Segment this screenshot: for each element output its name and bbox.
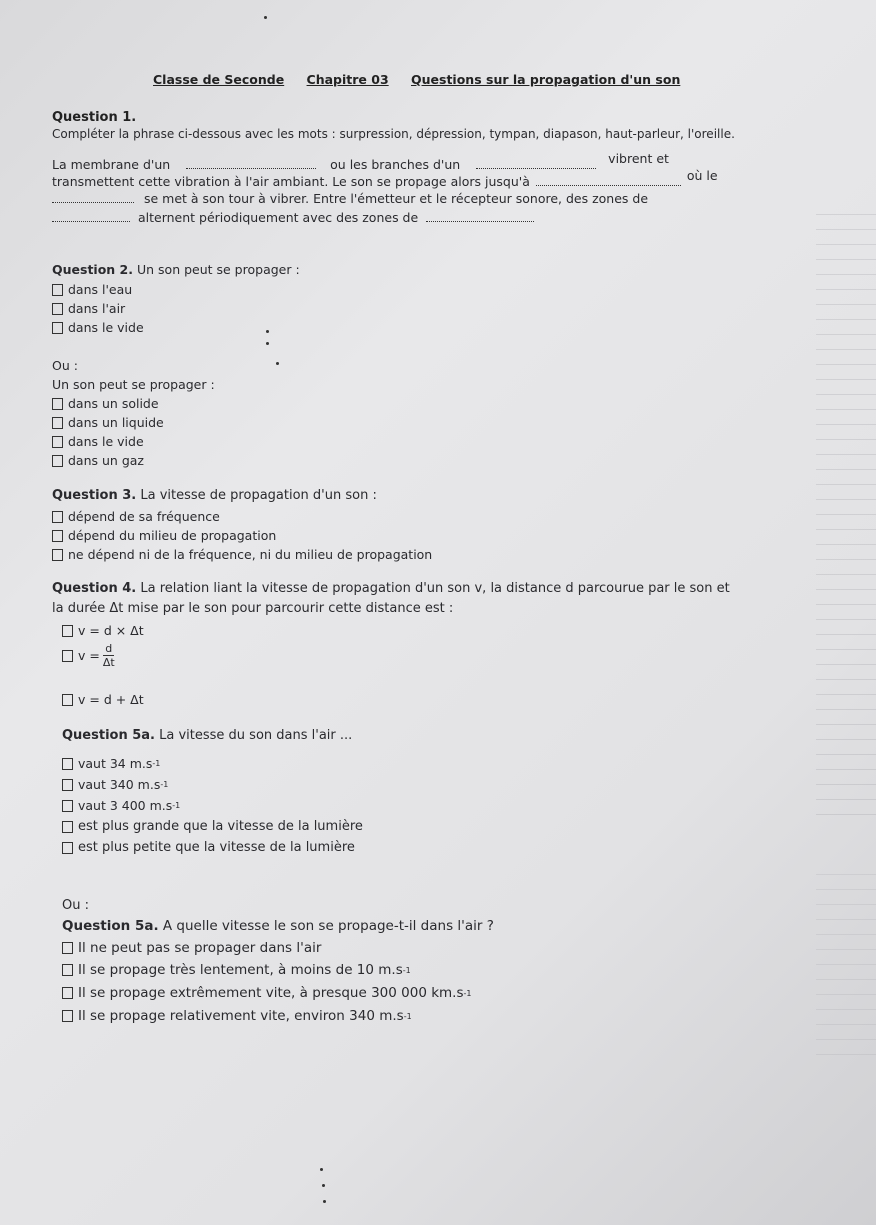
chapter-label: Chapitre 03 (306, 72, 389, 87)
checkbox[interactable] (52, 303, 63, 315)
q5a-heading (62, 728, 352, 743)
checkbox[interactable] (52, 455, 63, 467)
q5b-option[interactable] (62, 985, 471, 1001)
q5a-option[interactable] (62, 840, 355, 855)
q1-instruction: Compléter la phrase ci-dessous avec les mots : surpression, dépression, tympan, diapason, haut-parleur, l'oreille. (52, 127, 735, 141)
q5a-title: Question 5a. (62, 728, 155, 743)
ink-dot (323, 1200, 326, 1203)
ink-dot (266, 330, 269, 333)
q1-line3 (52, 191, 648, 206)
checkbox[interactable] (52, 530, 63, 542)
blank-2[interactable] (476, 158, 596, 169)
blank-1[interactable] (186, 158, 316, 169)
exponent: -1 (402, 965, 411, 975)
q5b-heading (62, 918, 494, 934)
q2-heading (52, 262, 300, 277)
option-label: Il ne peut pas se propager dans l'air (78, 940, 322, 956)
option-label: est plus grande que la vitesse de la lumière (78, 819, 363, 834)
checkbox[interactable] (62, 942, 73, 954)
option-label: Il se propage très lentement, à moins de 10 m.s (78, 962, 403, 978)
checkbox[interactable] (62, 821, 73, 833)
option-label: dans le vide (68, 320, 144, 335)
exponent: -1 (160, 780, 169, 789)
exponent: -1 (463, 988, 472, 998)
q2-option[interactable] (52, 301, 125, 316)
ink-dot (320, 1168, 323, 1171)
checkbox[interactable] (52, 549, 63, 561)
formula-label: v = d × Δt (78, 623, 144, 638)
q5a-option[interactable] (62, 756, 160, 771)
topic-label: Questions sur la propagation d'un son (411, 72, 681, 87)
checkbox[interactable] (52, 417, 63, 429)
q5a-prompt: La vitesse du son dans l'air ... (159, 728, 353, 743)
checkbox[interactable] (62, 694, 73, 706)
exponent: -1 (172, 801, 181, 810)
q2-or: Ou : (52, 358, 78, 373)
q3-prompt: La vitesse de propagation d'un son : (140, 488, 377, 503)
option-label: ne dépend ni de la fréquence, ni du milieu de propagation (68, 547, 433, 562)
q2-option[interactable] (52, 282, 132, 297)
fraction-denominator: Δt (102, 656, 115, 669)
q5b-option[interactable] (62, 1008, 412, 1024)
q5a-option[interactable] (62, 777, 168, 792)
checkbox[interactable] (62, 625, 73, 637)
page-header (153, 72, 698, 87)
exponent: -1 (152, 759, 161, 768)
option-label: vaut 3 400 m.s (78, 798, 173, 813)
q2-title: Question 2. (52, 262, 133, 277)
q1-title: Question 1. (52, 110, 137, 125)
q5b-prompt: A quelle vitesse le son se propage-t-il dans l'air ? (162, 918, 494, 934)
q1-line2 (52, 168, 718, 189)
checkbox[interactable] (62, 964, 73, 976)
checkbox[interactable] (52, 436, 63, 448)
q4-option[interactable] (62, 692, 144, 707)
q3-option[interactable] (52, 528, 276, 543)
option-label: dépend de sa fréquence (68, 509, 220, 524)
q1-line2b: où le (686, 168, 718, 183)
checkbox[interactable] (62, 779, 73, 791)
q2b-option[interactable] (52, 396, 159, 411)
option-label: dans l'eau (68, 282, 133, 297)
q1-line1 (52, 151, 669, 172)
q2-option[interactable] (52, 320, 144, 335)
q1-line1c: vibrent et (608, 151, 669, 166)
fraction-numerator: d (105, 642, 113, 655)
q1-line2a: transmettent cette vibration à l'air ambiant. Le son se propage alors jusqu'à (52, 174, 530, 189)
blank-3[interactable] (536, 175, 681, 186)
option-label: vaut 340 m.s (78, 777, 161, 792)
q5b-or: Ou : (62, 898, 89, 913)
fraction (103, 642, 115, 669)
q5b-option[interactable] (62, 940, 321, 956)
checkbox[interactable] (52, 511, 63, 523)
q5a-option[interactable] (62, 819, 363, 834)
checkbox[interactable] (52, 284, 63, 296)
q4-prompt1: La relation liant la vitesse de propagation d'un son v, la distance d parcourue par le son et (140, 581, 730, 596)
checkbox[interactable] (52, 398, 63, 410)
q4-option[interactable] (62, 642, 115, 669)
q2b-option[interactable] (52, 415, 164, 430)
q4-prompt2: la durée Δt mise par le son pour parcourir cette distance est : (52, 601, 454, 616)
checkbox[interactable] (62, 1010, 73, 1022)
class-label: Classe de Seconde (153, 72, 285, 87)
worksheet (48, 60, 848, 1220)
checkbox[interactable] (62, 842, 73, 854)
checkbox[interactable] (52, 322, 63, 334)
formula-label: v = (78, 648, 100, 663)
q3-title: Question 3. (52, 488, 137, 503)
option-label: dans un gaz (68, 453, 144, 468)
option-label: dans un solide (68, 396, 159, 411)
q4-option[interactable] (62, 623, 144, 638)
q3-option[interactable] (52, 547, 432, 562)
option-label: dans l'air (68, 301, 126, 316)
ink-dot (276, 362, 279, 365)
q5a-option[interactable] (62, 798, 180, 813)
q5b-title: Question 5a. (62, 918, 159, 934)
q2-prompt2: Un son peut se propager : (52, 377, 215, 392)
q1-line1a: La membrane d'un (52, 157, 171, 172)
formula-label: v = d + Δt (78, 692, 144, 707)
q5b-option[interactable] (62, 962, 411, 978)
checkbox[interactable] (62, 650, 73, 662)
blank-6[interactable] (426, 211, 534, 222)
option-label: Il se propage relativement vite, environ 340 m.s (78, 1008, 404, 1024)
q2-prompt: Un son peut se propager : (136, 262, 300, 277)
q1-line3-text: se met à son tour à vibrer. Entre l'émetteur et le récepteur sonore, des zones de (143, 191, 649, 206)
q3-option[interactable] (52, 509, 220, 524)
option-label: dans un liquide (68, 415, 164, 430)
q1-line4-text: alternent périodiquement avec des zones de (137, 210, 419, 225)
q2b-option[interactable] (52, 453, 144, 468)
q2b-option[interactable] (52, 434, 144, 449)
q1-line1b: ou les branches d'un (330, 157, 461, 172)
option-label: dans le vide (68, 434, 144, 449)
checkbox[interactable] (62, 800, 73, 812)
ink-dot (264, 16, 267, 19)
exponent: -1 (403, 1011, 412, 1021)
option-label: dépend du milieu de propagation (68, 528, 277, 543)
checkbox[interactable] (62, 758, 73, 770)
option-label: vaut 34 m.s (78, 756, 153, 771)
option-label: Il se propage extrêmement vite, à presque 300 000 km.s (78, 985, 464, 1001)
blank-5[interactable] (52, 211, 130, 222)
checkbox[interactable] (62, 987, 73, 999)
q4-title: Question 4. (52, 581, 137, 596)
ink-dot (322, 1184, 325, 1187)
q3-heading (52, 488, 377, 503)
q4-line1 (52, 581, 730, 596)
q1-line4 (52, 210, 534, 225)
blank-4[interactable] (52, 192, 134, 203)
ink-dot (266, 342, 269, 345)
option-label: est plus petite que la vitesse de la lumière (78, 840, 355, 855)
